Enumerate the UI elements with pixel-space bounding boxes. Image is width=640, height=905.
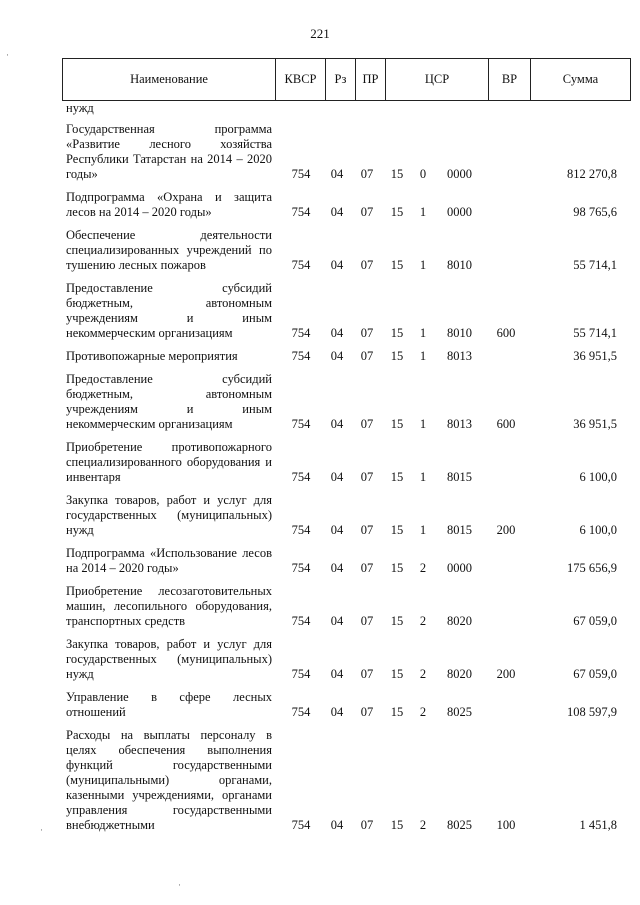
row-csr-subprogram: 2 bbox=[419, 818, 427, 832]
page-number: 221 bbox=[310, 26, 330, 41]
row-sum: 6 100,0 bbox=[579, 523, 617, 537]
row-sum: 6 100,0 bbox=[579, 470, 617, 484]
row-name: Управление в сфере лесных отношений bbox=[66, 690, 272, 719]
scan-speck: · bbox=[178, 880, 181, 890]
row-name: Обеспечение деятельности специализированных учреждений по тушению лесных пожаров bbox=[66, 228, 272, 272]
row-rz: 04 bbox=[330, 614, 344, 628]
row-csr-direction: 0000 bbox=[447, 167, 472, 181]
table-row bbox=[62, 228, 631, 273]
row-csr-direction: 8015 bbox=[447, 470, 472, 484]
row-pr: 07 bbox=[360, 349, 374, 363]
row-csr-subprogram: 2 bbox=[419, 561, 427, 575]
row-kvsr: 754 bbox=[291, 205, 311, 219]
row-rz: 04 bbox=[330, 667, 344, 681]
table-row bbox=[62, 690, 631, 720]
row-csr-subprogram: 1 bbox=[419, 258, 427, 272]
row-csr-program: 15 bbox=[390, 667, 404, 681]
row-sum: 98 765,6 bbox=[573, 205, 617, 219]
table-row bbox=[62, 101, 631, 116]
row-pr: 07 bbox=[360, 818, 374, 832]
row-kvsr: 754 bbox=[291, 349, 311, 363]
row-csr-direction: 8010 bbox=[447, 258, 472, 272]
table-row bbox=[62, 493, 631, 538]
table-header bbox=[62, 58, 631, 101]
row-rz: 04 bbox=[330, 523, 344, 537]
row-kvsr: 754 bbox=[291, 470, 311, 484]
table-row bbox=[62, 440, 631, 485]
row-csr-subprogram: 2 bbox=[419, 705, 427, 719]
header-vr: ВР bbox=[488, 59, 530, 100]
row-name: Предоставление субсидий бюджетным, автономным учреждениям и иным некоммерческим организациям bbox=[66, 281, 272, 340]
row-csr-program: 15 bbox=[390, 417, 404, 431]
row-csr-direction: 8025 bbox=[447, 818, 472, 832]
row-csr-subprogram: 1 bbox=[419, 523, 427, 537]
row-rz: 04 bbox=[330, 258, 344, 272]
row-pr: 07 bbox=[360, 614, 374, 628]
row-pr: 07 bbox=[360, 326, 374, 340]
row-csr-program: 15 bbox=[390, 167, 404, 181]
row-pr: 07 bbox=[360, 258, 374, 272]
row-rz: 04 bbox=[330, 470, 344, 484]
row-rz: 04 bbox=[330, 205, 344, 219]
row-csr-program: 15 bbox=[390, 258, 404, 272]
row-rz: 04 bbox=[330, 705, 344, 719]
row-name: Подпрограмма «Использование лесов на 2014 – 2020 годы» bbox=[66, 546, 272, 575]
row-kvsr: 754 bbox=[291, 705, 311, 719]
table-row bbox=[62, 584, 631, 629]
row-name: Приобретение противопожарного специализированного оборудования и инвентаря bbox=[66, 440, 272, 484]
table-body bbox=[62, 101, 631, 841]
row-csr-program: 15 bbox=[390, 705, 404, 719]
row-csr-direction: 0000 bbox=[447, 205, 472, 219]
row-name: Закупка товаров, работ и услуг для государственных (муниципальных) нужд bbox=[66, 493, 272, 537]
row-csr-direction: 8015 bbox=[447, 523, 472, 537]
row-rz: 04 bbox=[330, 349, 344, 363]
header-kvsr: КВСР bbox=[275, 59, 325, 100]
row-pr: 07 bbox=[360, 205, 374, 219]
row-name: Предоставление субсидий бюджетным, автономным учреждениям и иным некоммерческим организациям bbox=[66, 372, 272, 431]
row-csr-subprogram: 2 bbox=[419, 614, 427, 628]
row-csr-subprogram: 2 bbox=[419, 667, 427, 681]
row-kvsr: 754 bbox=[291, 614, 311, 628]
row-sum: 36 951,5 bbox=[573, 417, 617, 431]
row-sum: 55 714,1 bbox=[573, 258, 617, 272]
row-csr-program: 15 bbox=[390, 326, 404, 340]
row-sum: 67 059,0 bbox=[573, 614, 617, 628]
row-sum: 36 951,5 bbox=[573, 349, 617, 363]
row-csr-direction: 8013 bbox=[447, 349, 472, 363]
row-csr-program: 15 bbox=[390, 818, 404, 832]
row-rz: 04 bbox=[330, 561, 344, 575]
table-row bbox=[62, 281, 631, 341]
row-kvsr: 754 bbox=[291, 258, 311, 272]
row-vr: 600 bbox=[496, 326, 516, 340]
row-sum: 812 270,8 bbox=[567, 167, 617, 181]
table-row bbox=[62, 349, 631, 364]
header-sum: Сумма bbox=[530, 59, 630, 100]
row-sum: 55 714,1 bbox=[573, 326, 617, 340]
row-csr-subprogram: 1 bbox=[419, 417, 427, 431]
row-rz: 04 bbox=[330, 326, 344, 340]
table-row bbox=[62, 372, 631, 432]
row-kvsr: 754 bbox=[291, 561, 311, 575]
row-csr-program: 15 bbox=[390, 523, 404, 537]
row-sum: 175 656,9 bbox=[567, 561, 617, 575]
row-pr: 07 bbox=[360, 561, 374, 575]
row-pr: 07 bbox=[360, 705, 374, 719]
row-name: Приобретение лесозаготовительных машин, лесопильного оборудования, транспортных средств bbox=[66, 584, 272, 628]
row-csr-subprogram: 1 bbox=[419, 349, 427, 363]
header-pr: ПР bbox=[355, 59, 385, 100]
scan-speck: · bbox=[40, 825, 43, 835]
row-csr-direction: 8013 bbox=[447, 417, 472, 431]
row-kvsr: 754 bbox=[291, 167, 311, 181]
row-name: Подпрограмма «Охрана и защита лесов на 2014 – 2020 годы» bbox=[66, 190, 272, 219]
row-csr-program: 15 bbox=[390, 561, 404, 575]
row-vr: 200 bbox=[496, 523, 516, 537]
row-name: нужд bbox=[66, 101, 94, 115]
row-sum: 108 597,9 bbox=[567, 705, 617, 719]
table-row bbox=[62, 546, 631, 576]
row-pr: 07 bbox=[360, 417, 374, 431]
row-sum: 67 059,0 bbox=[573, 667, 617, 681]
row-kvsr: 754 bbox=[291, 523, 311, 537]
header-rz: Рз bbox=[325, 59, 355, 100]
row-pr: 07 bbox=[360, 523, 374, 537]
row-rz: 04 bbox=[330, 167, 344, 181]
row-sum: 1 451,8 bbox=[579, 818, 617, 832]
row-kvsr: 754 bbox=[291, 417, 311, 431]
row-pr: 07 bbox=[360, 167, 374, 181]
row-csr-subprogram: 1 bbox=[419, 205, 427, 219]
scan-speck: · bbox=[6, 50, 9, 60]
row-rz: 04 bbox=[330, 417, 344, 431]
row-csr-subprogram: 1 bbox=[419, 326, 427, 340]
row-name: Государственная программа «Развитие лесного хозяйства Республики Татарстан на 2014 – 2020 годы» bbox=[66, 122, 272, 181]
row-pr: 07 bbox=[360, 667, 374, 681]
row-name: Расходы на выплаты персоналу в целях обеспечения выполнения функций государственными (муниципальными) органами, казенными учреждениями, органами управления государственными внебюджетными bbox=[66, 728, 272, 832]
row-csr-direction: 8020 bbox=[447, 614, 472, 628]
row-csr-direction: 8025 bbox=[447, 705, 472, 719]
table-row bbox=[62, 637, 631, 682]
row-pr: 07 bbox=[360, 470, 374, 484]
row-csr-direction: 0000 bbox=[447, 561, 472, 575]
table-row bbox=[62, 728, 631, 833]
row-vr: 100 bbox=[496, 818, 516, 832]
row-csr-direction: 8010 bbox=[447, 326, 472, 340]
row-csr-program: 15 bbox=[390, 349, 404, 363]
row-vr: 600 bbox=[496, 417, 516, 431]
row-kvsr: 754 bbox=[291, 818, 311, 832]
row-csr-direction: 8020 bbox=[447, 667, 472, 681]
row-csr-program: 15 bbox=[390, 205, 404, 219]
row-csr-subprogram: 1 bbox=[419, 470, 427, 484]
row-vr: 200 bbox=[496, 667, 516, 681]
row-name: Противопожарные мероприятия bbox=[66, 349, 238, 363]
header-csr: ЦСР bbox=[385, 59, 488, 100]
row-name: Закупка товаров, работ и услуг для государственных (муниципальных) нужд bbox=[66, 637, 272, 681]
row-kvsr: 754 bbox=[291, 667, 311, 681]
row-rz: 04 bbox=[330, 818, 344, 832]
header-name: Наименование bbox=[130, 72, 208, 86]
row-kvsr: 754 bbox=[291, 326, 311, 340]
row-csr-program: 15 bbox=[390, 614, 404, 628]
table-row bbox=[62, 190, 631, 220]
row-csr-program: 15 bbox=[390, 470, 404, 484]
row-csr-subprogram: 0 bbox=[419, 167, 427, 181]
table-row bbox=[62, 122, 631, 182]
